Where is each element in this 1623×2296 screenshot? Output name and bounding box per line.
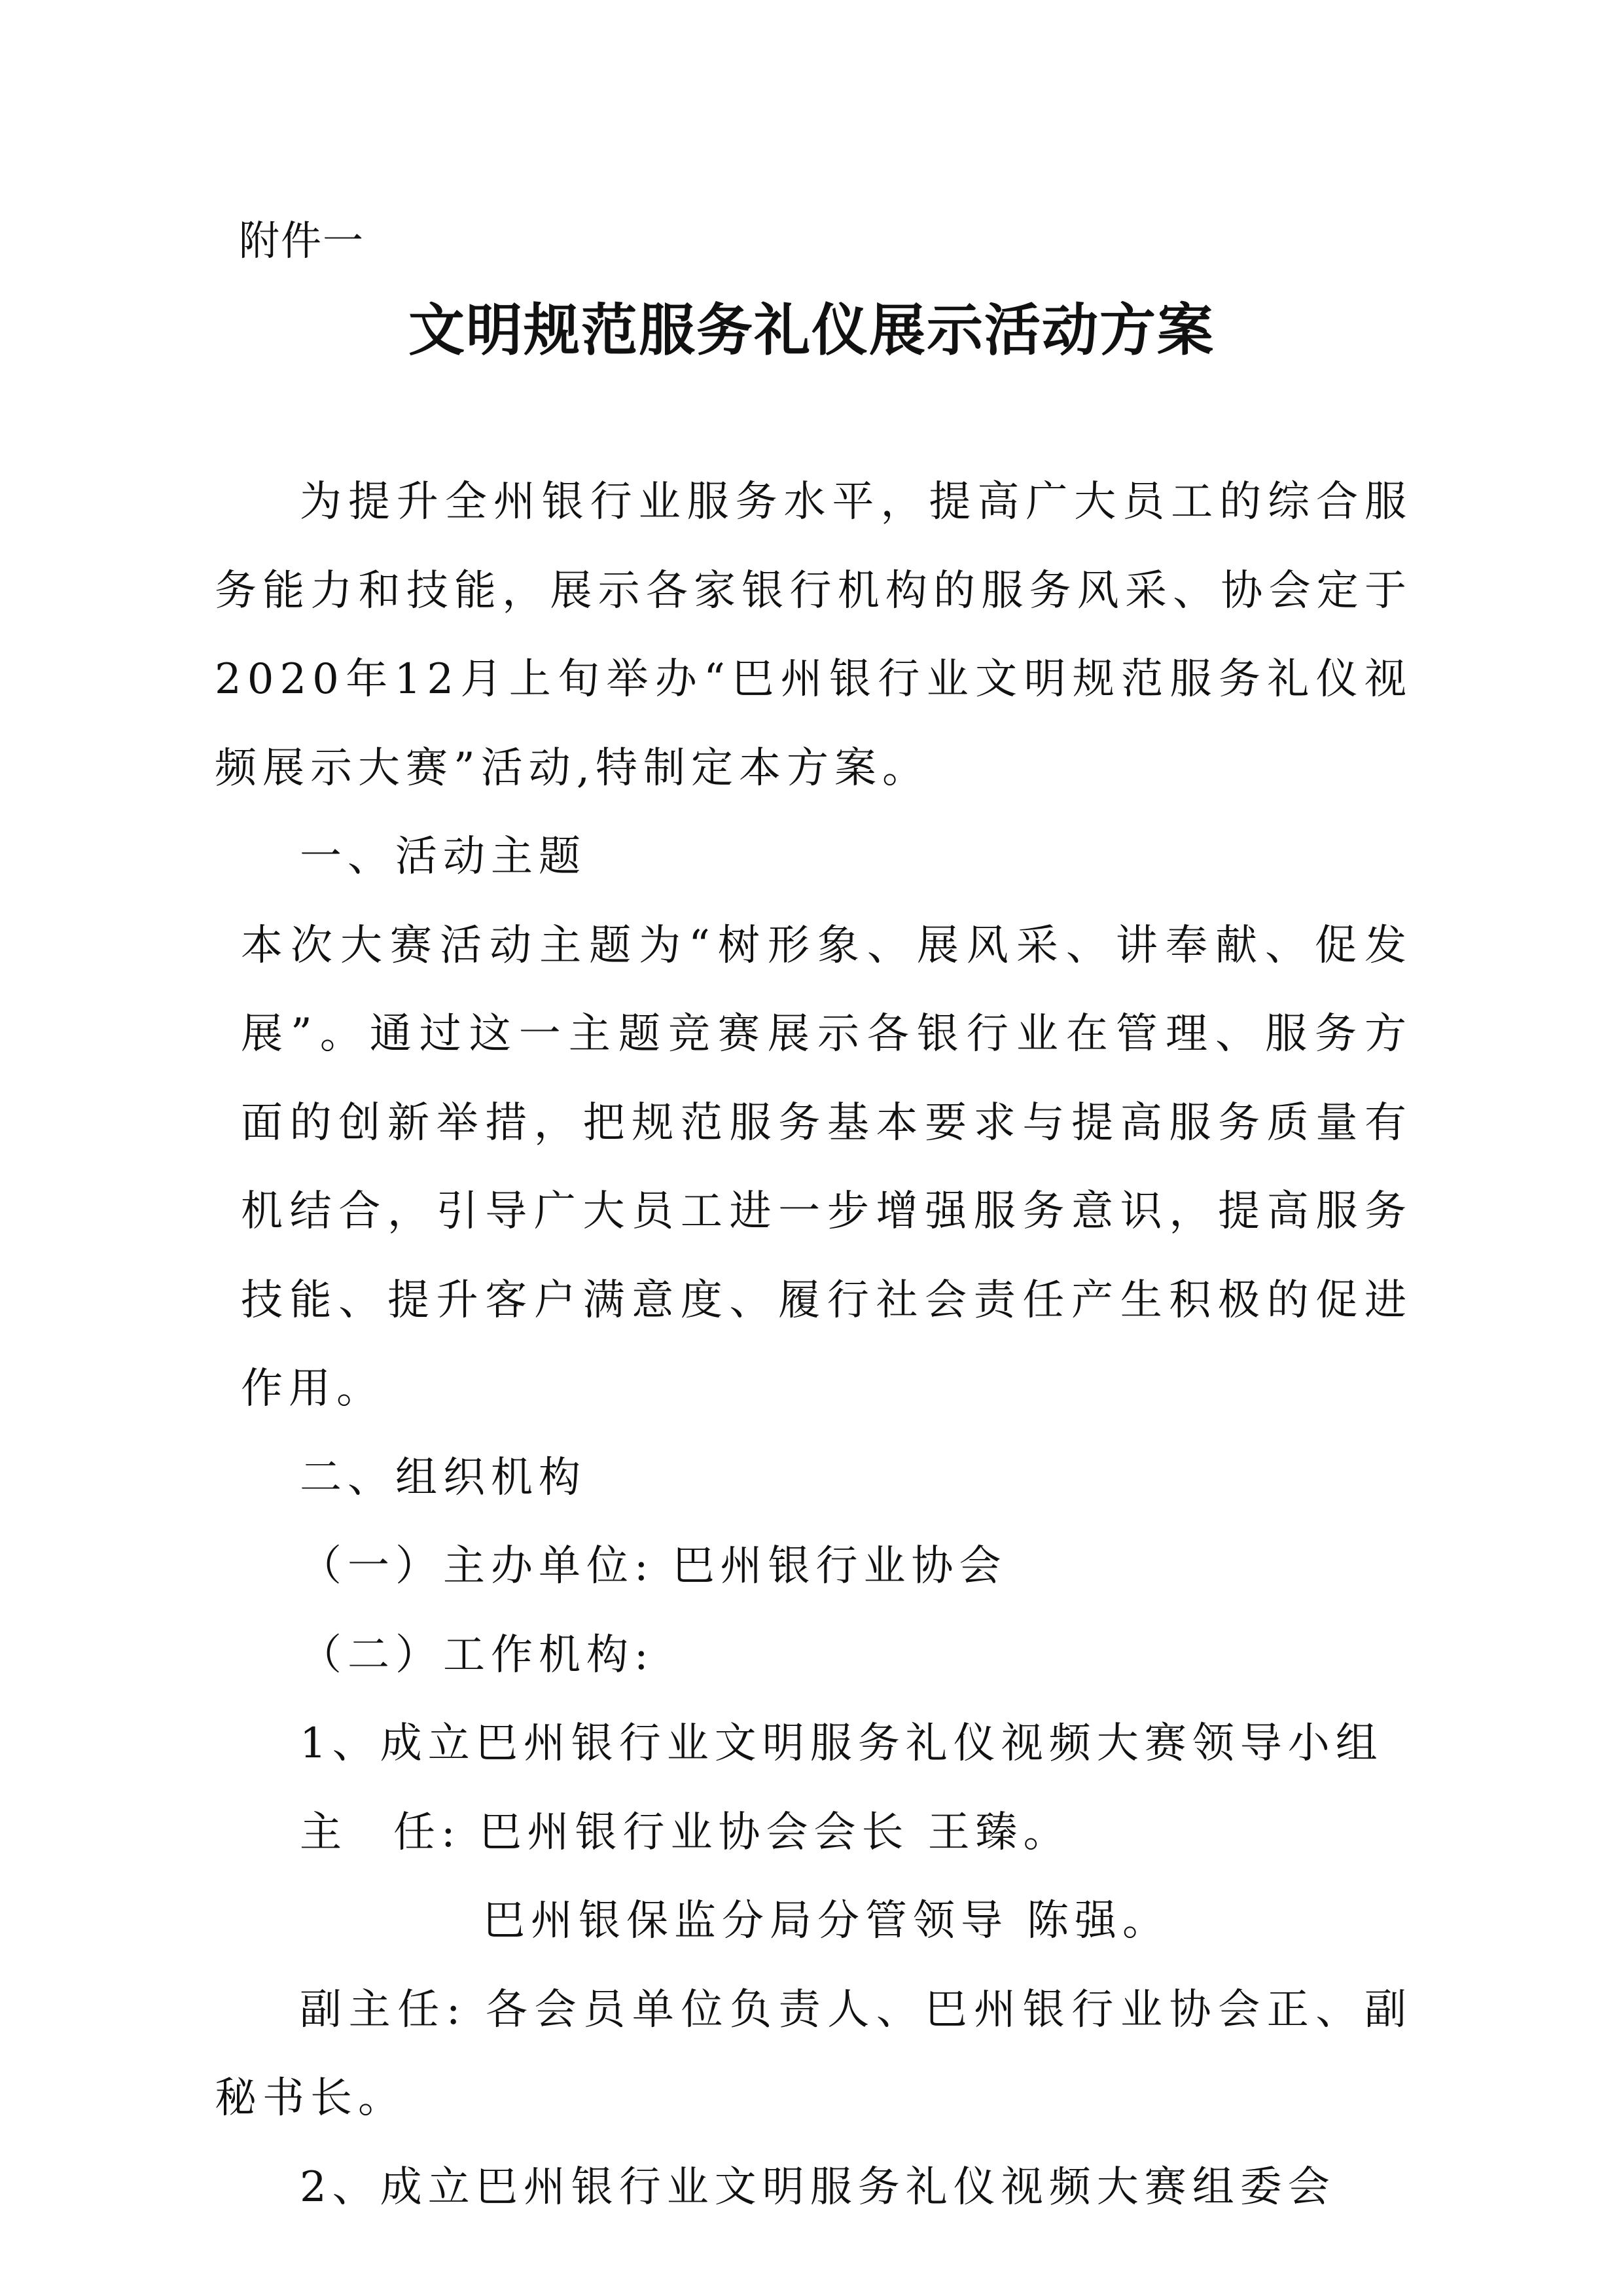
attachment-label: 附件一 [239, 217, 365, 264]
work-organ-line: （二）工作机构: [300, 1630, 654, 1679]
item-2: 2、成立巴州银行业文明服务礼仪视频大赛组委会 [300, 2162, 1336, 2212]
intro-paragraph: 为提升全州银行业服务水平，提高广大员工的综合服务能力和技能，展示各家银行机构的服务风采、协会定于2020年12月上旬举办“巴州银行业文明规范服务礼仪视频展示大赛”活动,特制定本方案。 [215, 478, 1412, 793]
host-value: 巴州银行业协会 [672, 1542, 1007, 1590]
director-2-name: 陈强。 [1027, 1897, 1170, 1945]
document-title: 文明规范服务礼仪展示活动方案 [408, 298, 1215, 363]
host-label: （一）主办单位: [300, 1542, 654, 1590]
director-2-line [215, 1877, 1412, 1966]
document-body [215, 458, 1412, 2232]
deputy-label: 副主任: [300, 1985, 467, 2034]
director-1-org: 巴州银行业协会会长 [479, 1808, 910, 1857]
director-label-a: 主 [300, 1808, 348, 1857]
director-line [215, 1789, 1412, 1878]
section-2-heading: 二、组织机构 [300, 1453, 586, 1502]
director-1-name: 王臻。 [927, 1808, 1071, 1857]
item-1: 1、成立巴州银行业文明服务礼仪视频大赛领导小组 [300, 1719, 1383, 1768]
deputy-line [215, 1966, 1412, 2144]
section-1-heading: 一、活动主题 [300, 833, 586, 881]
section-1-paragraph: 本次大赛活动主题为“树形象、展风采、讲奉献、促发展”。通过这一主题竞赛展示各银行业在管理、服务方面的创新举措，把规范服务基本要求与提高服务质量有机结合，引导广大员工进一步增强服务意识，提高服务技能、提升客户满意度、履行社会责任产生积极的促进作用。 [241, 921, 1412, 1413]
director-label-b: 任: [393, 1808, 461, 1857]
deputy-text: 各会员单位负责人、巴州银行业协会正、副秘书长。 [215, 1985, 1413, 2123]
host-line [215, 1522, 1412, 1611]
director-2-org: 巴州银保监分局分管领导 [483, 1897, 1008, 1945]
